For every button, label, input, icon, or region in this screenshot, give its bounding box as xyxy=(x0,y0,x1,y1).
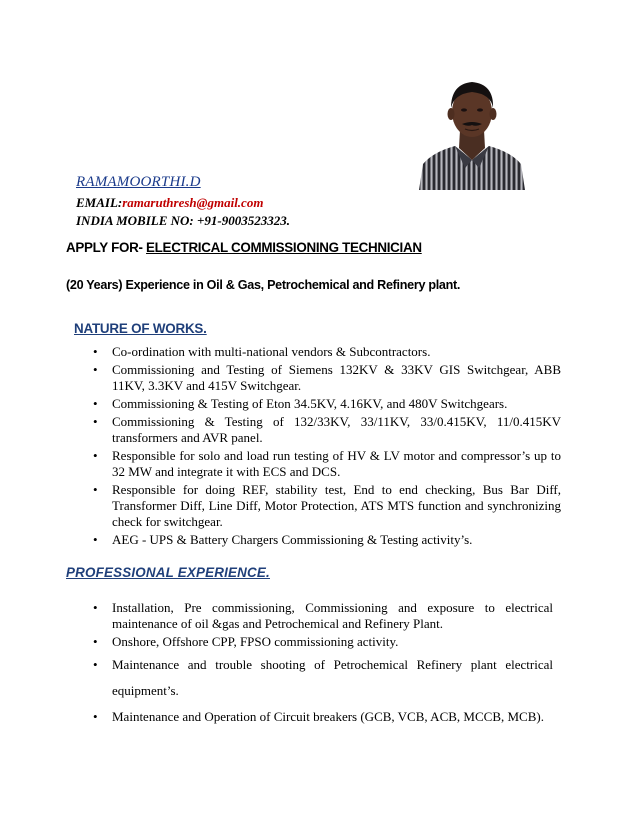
apply-prefix: APPLY FOR- xyxy=(66,240,147,255)
bullet-icon: • xyxy=(93,657,98,672)
list-item: • Co-ordination with multi-national vendors & Subcontractors. xyxy=(93,344,431,359)
list-item: • Maintenance and Operation of Circuit breakers (GCB, VCB, ACB, MCCB, MCB). xyxy=(93,704,553,730)
nature-of-works-heading: NATURE OF WORKS. xyxy=(74,321,207,336)
list-item: • Installation, Pre commissioning, Commissioning and exposure to electrical maintenance of oil &gas and Petrochemical and Refinery Plant. xyxy=(93,600,553,631)
list-item: • Commissioning & Testing of Eton 34.5KV, 4.16KV, and 480V Switchgears. xyxy=(93,396,508,411)
email-line xyxy=(76,195,263,211)
list-item: • Maintenance and trouble shooting of Petrochemical Refinery plant electrical equipment’s. xyxy=(93,652,553,704)
person-portrait-icon xyxy=(413,68,531,190)
bullet-icon: • xyxy=(93,482,98,497)
applied-role: ELECTRICAL COMMISSIONING TECHNICIAN xyxy=(146,240,422,255)
list-item: • Commissioning & Testing of 132/33KV, 33/11KV, 33/0.415KV, 11/0.415KV transformers and AVR panel. xyxy=(93,414,561,445)
email-address-link[interactable]: ramaruthresh@gmail.com xyxy=(122,195,264,210)
bullet-icon: • xyxy=(93,344,98,359)
bullet-icon: • xyxy=(93,396,98,411)
profile-photo xyxy=(413,68,531,190)
list-item: • Responsible for solo and load run testing of HV & LV motor and compressor’s up to 32 MW and integrate it with ECS and DCS. xyxy=(93,448,561,479)
bullet-icon: • xyxy=(93,532,98,547)
experience-summary: (20 Years) Experience in Oil & Gas, Petrochemical and Refinery plant. xyxy=(66,278,461,292)
list-item: • Responsible for doing REF, stability test, End to end checking, Bus Bar Diff, Transformer Diff, Line Diff, Motor Protection, ATS MTS function and synchronizing check for switchgear. xyxy=(93,482,561,529)
list-item: • AEG - UPS & Battery Chargers Commissioning & Testing activity’s. xyxy=(93,532,473,547)
bullet-icon: • xyxy=(93,600,98,615)
bullet-icon: • xyxy=(93,362,98,377)
bullet-icon: • xyxy=(93,709,98,724)
bullet-icon: • xyxy=(93,634,98,649)
nature-of-works-list xyxy=(93,344,561,550)
professional-experience-heading: PROFESSIONAL EXPERIENCE. xyxy=(66,565,270,580)
list-item: • Commissioning and Testing of Siemens 132KV & 33KV GIS Switchgear, ABB 11KV, 3.3KV and 415V Switchgear. xyxy=(93,362,561,393)
list-item: • Onshore, Offshore CPP, FPSO commissioning activity. xyxy=(93,634,399,649)
professional-experience-list xyxy=(93,600,553,730)
email-label: EMAIL: xyxy=(76,195,123,210)
bullet-icon: • xyxy=(93,414,98,429)
mobile-number: INDIA MOBILE NO: +91-9003523323. xyxy=(76,213,290,228)
bullet-icon: • xyxy=(93,448,98,463)
apply-for-line xyxy=(66,240,422,255)
candidate-name: RAMAMOORTHI.D xyxy=(76,174,201,190)
